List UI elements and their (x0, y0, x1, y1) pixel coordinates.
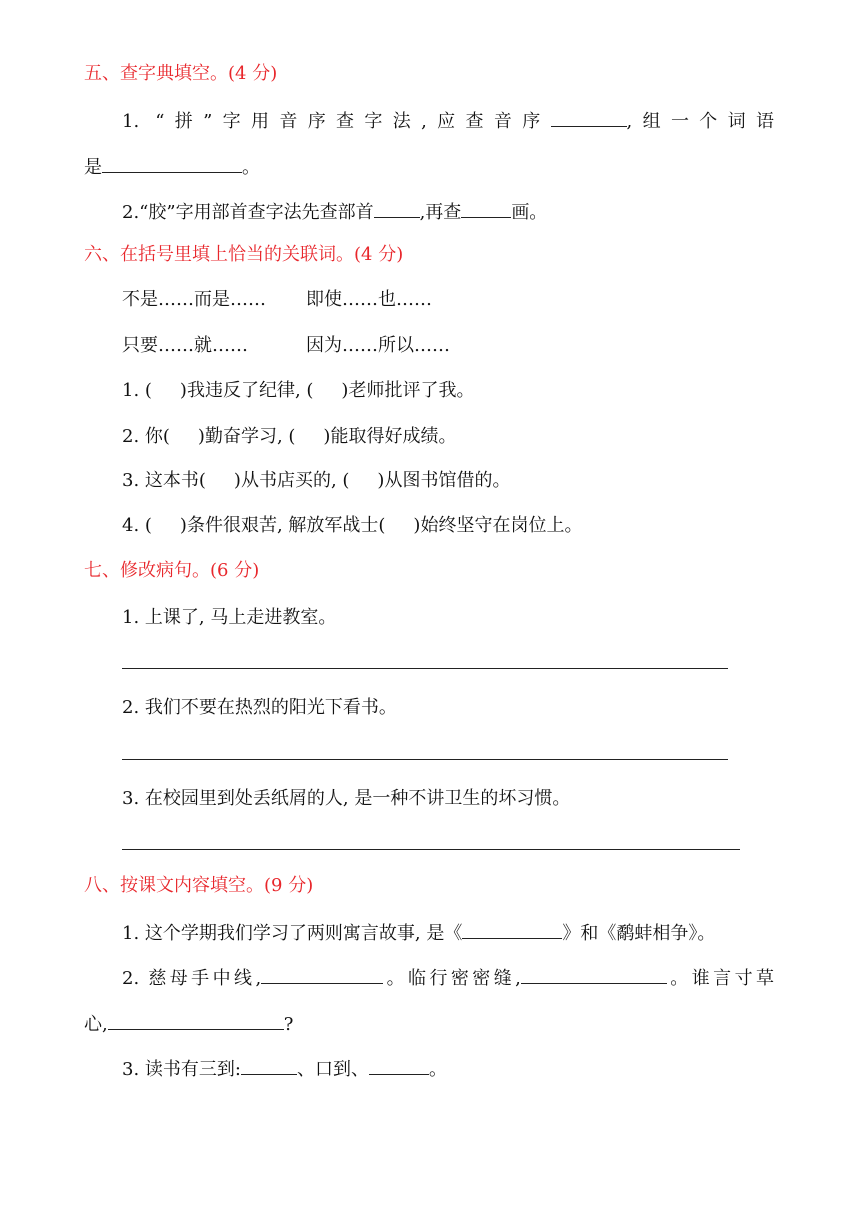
section-7-heading: 七、修改病句。(6 分) (84, 560, 260, 581)
s6-q1-part-2: )我违反了纪律, ( (179, 380, 314, 401)
s6-option-4: 因为……所以…… (306, 335, 450, 356)
s7-answer-line-1[interactable] (122, 668, 728, 669)
section-5-heading: 五、查字典填空。(4 分) (84, 63, 278, 84)
s7-answer-line-3[interactable] (122, 849, 740, 850)
s8-q3-text-c: 。 (428, 1059, 447, 1080)
s8-q2-text-d: 心, (84, 1014, 108, 1035)
s6-option-2: 即使……也…… (306, 289, 432, 310)
s6-q4-part-1: 4. ( (122, 515, 152, 536)
s8-q3-blank-1[interactable] (241, 1056, 297, 1075)
s6-q3-part-3: )从图书馆借的。 (377, 470, 511, 491)
s5-question-2 (122, 199, 547, 225)
s6-q3-part-2: )从书店买的, ( (233, 470, 350, 491)
s8-question-2-line-2 (84, 1011, 293, 1037)
s5-q2-text-c: 画。 (511, 202, 548, 223)
s5-q1-text-c: 是 (84, 157, 102, 178)
s6-question-4 (122, 514, 582, 538)
s7-question-3: 3. 在校园里到处丢纸屑的人, 是一种不讲卫生的坏习惯。 (122, 788, 571, 809)
s5-question-1-line-2 (84, 154, 260, 180)
s6-q4-part-3: )始终坚守在岗位上。 (413, 515, 583, 536)
s5-q2-text-a: 2.“胶”字用部首查字法先查部首 (122, 202, 374, 223)
section-8-heading: 八、按课文内容填空。(9 分) (84, 875, 314, 896)
s5-q2-text-b: ,再查 (419, 202, 462, 223)
s5-q1-blank-1[interactable] (551, 108, 627, 127)
s8-question-3 (122, 1056, 447, 1082)
s5-q1-text-b: ,组一个词语 (626, 111, 774, 132)
s6-q2-part-2: )勤奋学习, ( (197, 426, 296, 447)
s8-q2-text-a: 2. 慈母手中线, (122, 968, 262, 989)
s6-q2-part-3: )能取得好成绩。 (323, 426, 457, 447)
s7-answer-line-2[interactable] (122, 759, 728, 760)
s5-q1-text-a: 1. “拼”字用音序查字法,应查音序 (122, 111, 551, 132)
s6-q3-part-1: 3. 这本书( (122, 470, 206, 491)
s8-q3-blank-2[interactable] (369, 1056, 429, 1075)
s5-q2-blank-1[interactable] (374, 199, 420, 218)
s5-q1-blank-2[interactable] (102, 154, 242, 173)
s6-option-1: 不是……而是…… (122, 289, 266, 310)
s6-option-3: 只要……就…… (122, 335, 248, 356)
s6-q2-part-1: 2. 你( (122, 426, 170, 447)
s8-question-2-line-1 (122, 965, 774, 991)
s6-q1-part-3: )老师批评了我。 (341, 380, 475, 401)
section-6-heading: 六、在括号里填上恰当的关联词。(4 分) (84, 244, 404, 265)
s8-q3-text-a: 3. 读书有三到: (122, 1059, 241, 1080)
s8-q2-text-b: 。临行密密缝, (383, 968, 521, 989)
s8-q2-text-e: ? (283, 1014, 294, 1035)
s6-q4-part-2: )条件很艰苦, 解放军战士( (179, 515, 386, 536)
s6-question-1 (122, 379, 474, 403)
s8-q2-text-c: 。谁言寸草 (666, 968, 774, 989)
s6-question-2 (122, 425, 456, 449)
s6-question-3 (122, 469, 510, 493)
s8-q3-text-b: 、口到、 (296, 1059, 369, 1080)
s5-q1-end: 。 (242, 157, 260, 178)
s5-q2-blank-2[interactable] (461, 199, 511, 218)
s8-q1-text-a: 1. 这个学期我们学习了两则寓言故事, 是《 (122, 923, 463, 944)
s6-q1-part-1: 1. ( (122, 380, 152, 401)
s8-question-1 (122, 920, 715, 946)
s8-q1-text-b: 》和《鹬蚌相争》。 (562, 923, 716, 944)
s8-q2-blank-2[interactable] (521, 965, 667, 984)
s8-q2-blank-3[interactable] (108, 1011, 284, 1030)
s5-question-1-line-1 (122, 108, 774, 134)
s8-q2-blank-1[interactable] (261, 965, 383, 984)
s7-question-2: 2. 我们不要在热烈的阳光下看书。 (122, 697, 397, 718)
s8-q1-blank[interactable] (462, 920, 562, 939)
s7-question-1: 1. 上课了, 马上走进教室。 (122, 607, 337, 628)
